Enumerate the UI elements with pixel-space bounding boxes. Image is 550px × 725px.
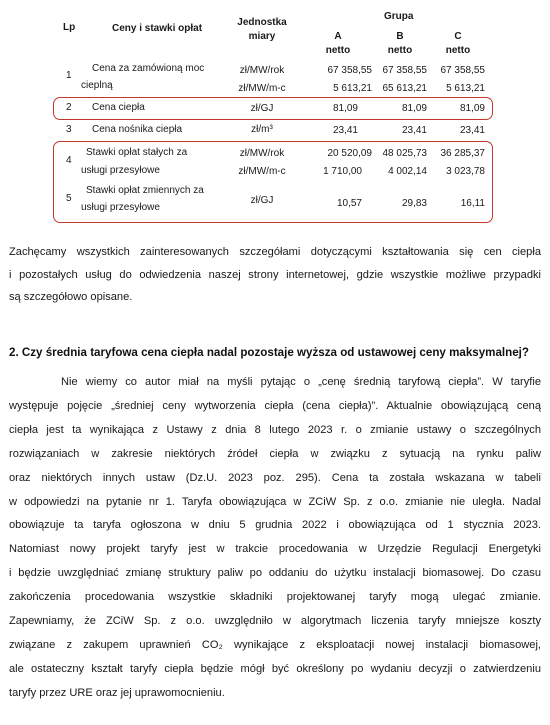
body-line: związane z zakupem uprawnień CO₂ wynikające z eksploatacji nowej instalacji biomasowej,: [9, 638, 541, 651]
row-4-lp: 4: [66, 155, 72, 166]
body-line: zakończenia procedowania wszystkie składniki projektowanej taryfy mogą ulegać zmianie.: [9, 591, 541, 604]
section-heading: 2. Czy średnia taryfowa cena ciepła nadal pozostaje wyższa od ustawowej ceny maksymalnej?: [9, 346, 529, 359]
row-2-a: 81,09: [332, 103, 358, 114]
row-5-a: 10,57: [336, 198, 362, 209]
row-3-lp: 3: [66, 124, 72, 135]
row-4-a-2: 1 710,00: [323, 166, 362, 177]
body-line: Zapewniamy, że ZCiW Sp. z o.o. uwzględniło w algorytmach liczenia taryfy mniejsze koszty: [9, 615, 541, 628]
row-1-a-2: 5 613,21: [333, 83, 372, 94]
header-name: Ceny i stawki opłat: [112, 23, 203, 34]
body-line: ale ostateczny kształt taryfy ciepła będzie mógł być określony po wydaniu decyzji o zatwierdzeniu: [9, 662, 541, 675]
header-col-b: B: [396, 31, 404, 42]
row-3-b: 23,41: [401, 125, 427, 136]
row-4-a-1: 20 520,09: [327, 148, 372, 159]
row-5-lp: 5: [66, 193, 72, 204]
row-3-c: 23,41: [459, 125, 485, 136]
row-4-c-2: 3 023,78: [446, 166, 485, 177]
section-body: [9, 371, 541, 706]
body-line: Nie wiemy co autor miał na myśli pytając o „cenę średnią taryfową ciepła”. W taryfie: [61, 376, 541, 388]
row-4-b-2: 4 002,14: [388, 166, 427, 177]
body-line: Natomiast nowy projekt taryfy jest w trakcie procedowania w Urzędzie Regulacji Energetyki: [9, 543, 541, 556]
header-group: Grupa: [384, 11, 414, 22]
row-1-c-2: 5 613,21: [446, 83, 485, 94]
body-line: i będzie uwzględniać zmianę struktury paliw po oddaniu do użytku instalacji biomasowej. Do czasu: [9, 567, 541, 580]
body-line: rozwiązaniach w zakresie niektórych źródeł ciepła w związku z sytuacją na rynku paliw: [9, 447, 541, 460]
row-2-b: 81,09: [401, 103, 427, 114]
body-line: ciepła jest ta wynikająca z Ustawy z dnia 8 lutego 2023 r. o zmianie ustawy o szczególnych: [9, 423, 541, 436]
header-netto-b: netto: [387, 45, 413, 56]
row-5-name-line2: usługi przesyłowe: [81, 202, 160, 213]
row-5-c: 16,11: [460, 198, 485, 209]
row-1-name-line2: cieplną: [81, 80, 113, 91]
row-4-c-1: 36 285,37: [440, 148, 485, 159]
row-2-c: 81,09: [459, 103, 485, 114]
row-5-b: 29,83: [401, 198, 427, 209]
header-unit-line1: Jednostka: [237, 17, 287, 28]
row-4-unit-2: zł/MW/m-c: [238, 166, 286, 177]
row-4-name-line1: Stawki opłat stałych za: [86, 147, 188, 158]
body-line: oraz niektórych innych ustaw (Dz.U. 2023 poz. 295). Cena ta została wskazana w tabeli: [9, 471, 541, 484]
header-netto-c: netto: [445, 45, 471, 56]
intro-paragraph: [9, 241, 541, 309]
intro-line: Zachęcamy wszystkich zainteresowanych szczegółami dotyczącymi kształtowania się cen ciepła: [9, 246, 541, 258]
row-1-name-line1: Cena za zamówioną moc: [92, 63, 205, 74]
row-2-unit: zł/GJ: [250, 103, 274, 114]
row-4-name-line2: usługi przesyłowe: [81, 165, 160, 176]
row-1-lp: 1: [66, 70, 72, 81]
body-line: obowiązuje ta taryfa ogłoszona w dniu 5 grudnia 2022 i obowiązująca od 1 stycznia 2023.: [9, 519, 541, 532]
header-lp: Lp: [63, 22, 76, 33]
body-line: występuje pojęcie „średniej ceny wytworzenia ciepła (cena ciepła)”. Aktualnie obowiązującą ceną: [9, 399, 541, 412]
header-unit-line2: miary: [248, 31, 276, 42]
body-line: taryfy przez URE oraz jej uprawomocnieniu.: [9, 686, 225, 699]
header-netto-a: netto: [325, 45, 351, 56]
row-1-b-1: 67 358,55: [382, 65, 427, 76]
row-1-c-1: 67 358,55: [440, 65, 485, 76]
row-3-unit: zł/m³: [251, 124, 273, 135]
row-5-unit: zł/GJ: [250, 195, 274, 206]
row-5-name-line1: Stawki opłat zmiennych za: [86, 185, 204, 196]
row-2-lp: 2: [66, 102, 72, 113]
row-3-name: Cena nośnika ciepła: [92, 124, 183, 135]
row-1-unit-2: zł/MW/m-c: [238, 83, 286, 94]
body-line: w odpowiedzi na pytanie nr 1. Taryfa obowiązująca w ZCiW Sp. z o.o. zmianie nie uległa. Nadal: [9, 495, 541, 508]
header-col-a: A: [334, 31, 342, 42]
row-1-b-2: 65 613,21: [382, 83, 427, 94]
row-4-b-1: 48 025,73: [382, 148, 427, 159]
row-3-a: 23,41: [332, 125, 358, 136]
row-1-unit-1: zł/MW/rok: [239, 65, 285, 76]
intro-line: i pozostałych usług do odwiedzenia naszej strony internetowej, gdzie wszystkie możliwe przypadki: [9, 268, 541, 281]
header-col-c: C: [454, 31, 462, 42]
row-1-a-1: 67 358,55: [327, 65, 372, 76]
row-2-name: Cena ciepła: [92, 102, 145, 113]
row-4-unit-1: zł/MW/rok: [239, 148, 285, 159]
intro-line: są szczegółowo opisane.: [9, 291, 133, 303]
